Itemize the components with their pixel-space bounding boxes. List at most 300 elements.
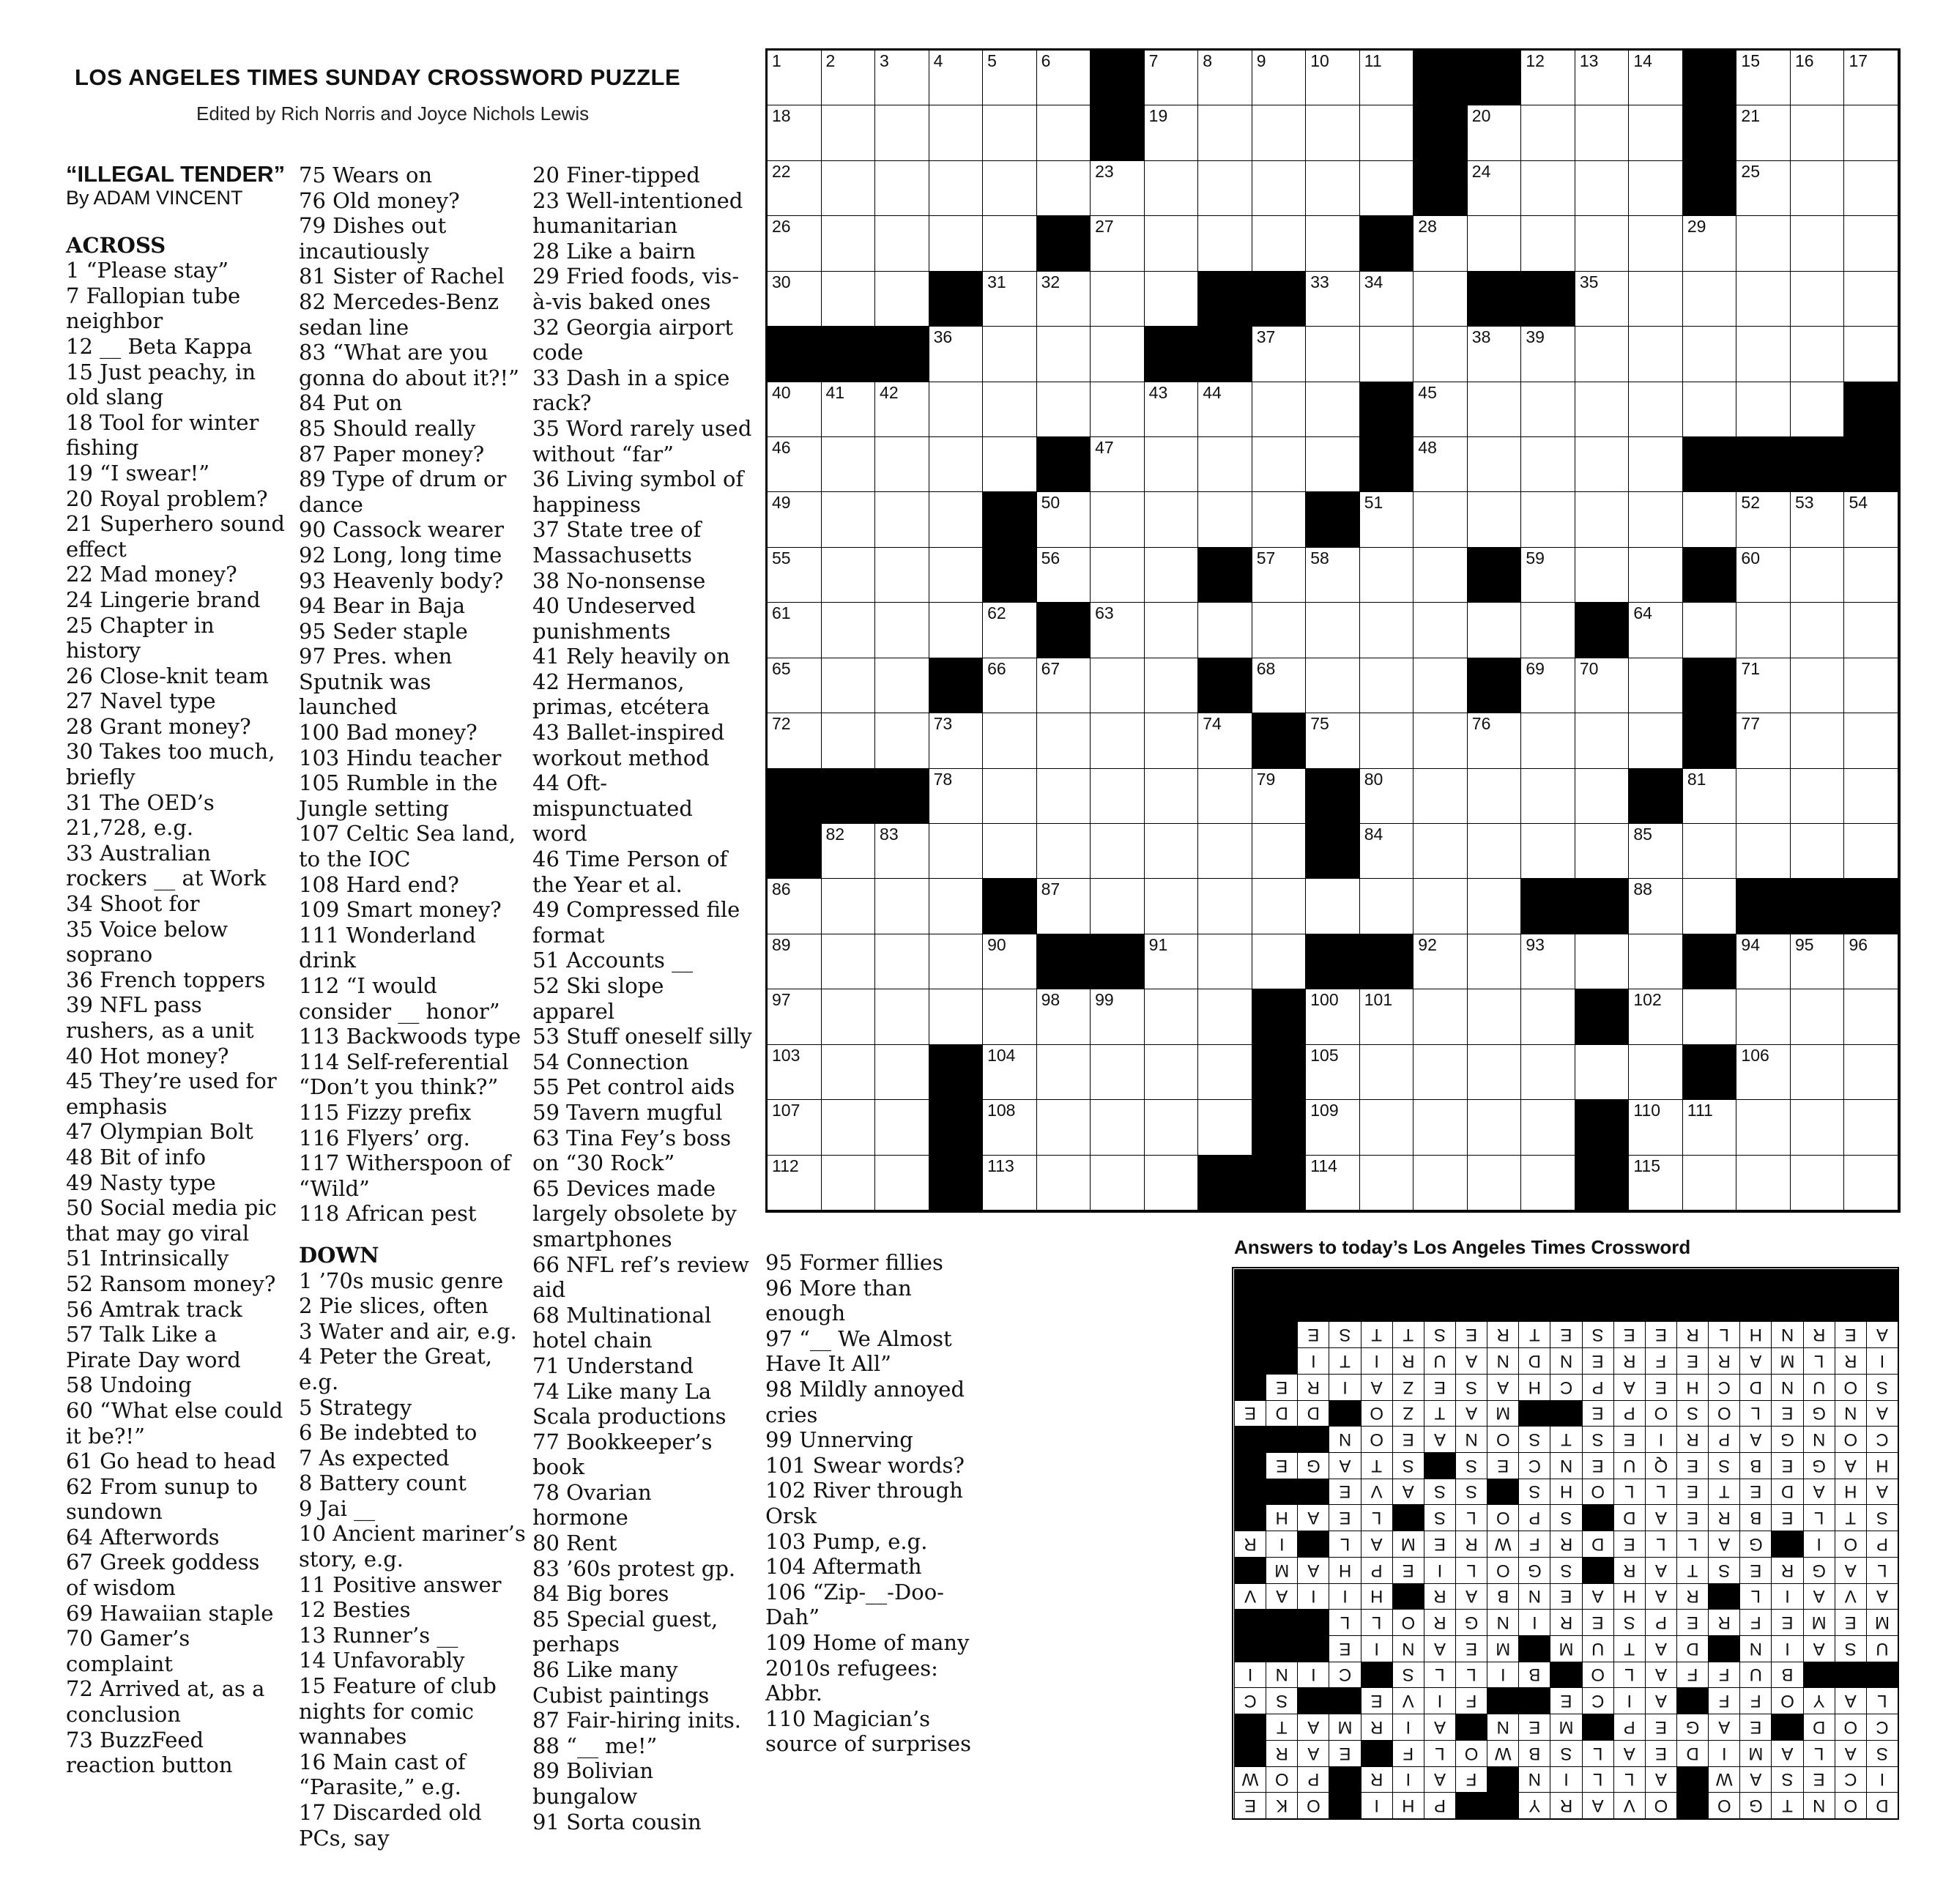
grid-cell[interactable]: [1252, 934, 1307, 989]
grid-cell[interactable]: [1360, 879, 1414, 934]
grid-cell[interactable]: [1306, 658, 1360, 713]
grid-cell[interactable]: [1791, 161, 1845, 216]
grid-cell[interactable]: [983, 769, 1037, 824]
grid-cell[interactable]: [1198, 879, 1252, 934]
grid-cell[interactable]: [1629, 879, 1683, 934]
grid-cell[interactable]: [1575, 51, 1630, 105]
grid-cell[interactable]: [1468, 161, 1522, 216]
grid-cell[interactable]: [929, 879, 984, 934]
grid-cell[interactable]: [1629, 437, 1683, 492]
grid-cell[interactable]: [1091, 769, 1145, 824]
grid-cell[interactable]: [1198, 382, 1252, 437]
grid-cell[interactable]: [1468, 879, 1522, 934]
grid-cell[interactable]: [1844, 934, 1898, 989]
grid-cell[interactable]: [1198, 216, 1252, 271]
grid-cell[interactable]: [1252, 879, 1307, 934]
grid-cell[interactable]: [1736, 272, 1791, 327]
grid-cell[interactable]: [875, 272, 929, 327]
grid-cell[interactable]: [1844, 713, 1898, 768]
grid-cell[interactable]: [1736, 51, 1791, 105]
grid-cell[interactable]: [1306, 382, 1360, 437]
grid-cell[interactable]: [1414, 824, 1468, 879]
grid-cell[interactable]: [1468, 713, 1522, 768]
grid-cell[interactable]: [875, 1045, 929, 1100]
grid-cell[interactable]: [1414, 327, 1468, 382]
grid-cell[interactable]: [1683, 272, 1737, 327]
grid-cell[interactable]: [768, 51, 822, 105]
grid-cell[interactable]: [1360, 713, 1414, 768]
grid-cell[interactable]: [1360, 492, 1414, 547]
grid-cell[interactable]: [1521, 603, 1575, 658]
grid-cell[interactable]: [1037, 1100, 1091, 1155]
grid-cell[interactable]: [1360, 161, 1414, 216]
grid-cell[interactable]: [983, 1100, 1037, 1155]
grid-cell[interactable]: [1037, 492, 1091, 547]
grid-cell[interactable]: [983, 658, 1037, 713]
grid-cell[interactable]: [1091, 492, 1145, 547]
grid-cell[interactable]: [1575, 161, 1630, 216]
grid-cell[interactable]: [1521, 1100, 1575, 1155]
grid-cell[interactable]: [1198, 769, 1252, 824]
grid-cell[interactable]: [1575, 105, 1630, 160]
grid-cell[interactable]: [1037, 272, 1091, 327]
grid-cell[interactable]: [1037, 658, 1091, 713]
grid-cell[interactable]: [1414, 437, 1468, 492]
grid-cell[interactable]: [1468, 382, 1522, 437]
grid-cell[interactable]: [1252, 824, 1307, 879]
grid-cell[interactable]: [983, 51, 1037, 105]
grid-cell[interactable]: [983, 1045, 1037, 1100]
grid-cell[interactable]: [1736, 713, 1791, 768]
grid-cell[interactable]: [1844, 216, 1898, 271]
grid-cell[interactable]: [1575, 658, 1630, 713]
grid-cell[interactable]: [1360, 989, 1414, 1044]
grid-cell[interactable]: [875, 824, 929, 879]
grid-cell[interactable]: [1145, 879, 1199, 934]
grid-cell[interactable]: [1306, 51, 1360, 105]
grid-cell[interactable]: [1791, 713, 1845, 768]
grid-cell[interactable]: [1736, 658, 1791, 713]
grid-cell[interactable]: [1360, 51, 1414, 105]
grid-cell[interactable]: [1252, 548, 1307, 603]
grid-cell[interactable]: [1091, 548, 1145, 603]
grid-cell[interactable]: [983, 382, 1037, 437]
grid-cell[interactable]: [1306, 161, 1360, 216]
grid-cell[interactable]: [983, 161, 1037, 216]
grid-cell[interactable]: [1252, 437, 1307, 492]
grid-cell[interactable]: [1791, 216, 1845, 271]
grid-cell[interactable]: [1736, 548, 1791, 603]
grid-cell[interactable]: [1414, 658, 1468, 713]
grid-cell[interactable]: [1091, 161, 1145, 216]
grid-cell[interactable]: [822, 437, 876, 492]
grid-cell[interactable]: [1091, 824, 1145, 879]
grid-cell[interactable]: [1037, 327, 1091, 382]
grid-cell[interactable]: [1791, 51, 1845, 105]
grid-cell[interactable]: [1683, 216, 1737, 271]
grid-cell[interactable]: [1145, 105, 1199, 160]
grid-cell[interactable]: [1575, 437, 1630, 492]
grid-cell[interactable]: [1844, 769, 1898, 824]
grid-cell[interactable]: [1629, 713, 1683, 768]
grid-cell[interactable]: [768, 548, 822, 603]
grid-cell[interactable]: [1683, 824, 1737, 879]
grid-cell[interactable]: [1145, 272, 1199, 327]
grid-cell[interactable]: [1198, 1100, 1252, 1155]
grid-cell[interactable]: [1360, 824, 1414, 879]
grid-cell[interactable]: [1521, 492, 1575, 547]
grid-cell[interactable]: [1736, 105, 1791, 160]
grid-cell[interactable]: [929, 603, 984, 658]
grid-cell[interactable]: [1791, 769, 1845, 824]
grid-cell[interactable]: [983, 105, 1037, 160]
grid-cell[interactable]: [1468, 1045, 1522, 1100]
grid-cell[interactable]: [1629, 989, 1683, 1044]
grid-cell[interactable]: [1521, 216, 1575, 271]
grid-cell[interactable]: [1306, 1156, 1360, 1211]
grid-cell[interactable]: [1145, 548, 1199, 603]
grid-cell[interactable]: [1844, 272, 1898, 327]
grid-cell[interactable]: [1198, 51, 1252, 105]
grid-cell[interactable]: [1198, 105, 1252, 160]
grid-cell[interactable]: [875, 548, 929, 603]
grid-cell[interactable]: [1198, 934, 1252, 989]
grid-cell[interactable]: [875, 1156, 929, 1211]
grid-cell[interactable]: [1091, 989, 1145, 1044]
grid-cell[interactable]: [875, 382, 929, 437]
grid-cell[interactable]: [822, 989, 876, 1044]
grid-cell[interactable]: [1468, 1100, 1522, 1155]
grid-cell[interactable]: [1736, 216, 1791, 271]
grid-cell[interactable]: [1575, 713, 1630, 768]
grid-cell[interactable]: [1521, 824, 1575, 879]
grid-cell[interactable]: [1736, 327, 1791, 382]
grid-cell[interactable]: [1844, 603, 1898, 658]
grid-cell[interactable]: [1521, 382, 1575, 437]
grid-cell[interactable]: [1683, 327, 1737, 382]
grid-cell[interactable]: [1575, 824, 1630, 879]
grid-cell[interactable]: [1037, 713, 1091, 768]
grid-cell[interactable]: [822, 1100, 876, 1155]
grid-cell[interactable]: [1145, 216, 1199, 271]
grid-cell[interactable]: [1306, 603, 1360, 658]
grid-cell[interactable]: [1145, 382, 1199, 437]
grid-cell[interactable]: [1629, 658, 1683, 713]
grid-cell[interactable]: [1145, 437, 1199, 492]
grid-cell[interactable]: [1091, 437, 1145, 492]
grid-cell[interactable]: [1091, 1100, 1145, 1155]
grid-cell[interactable]: [1468, 1156, 1522, 1211]
grid-cell[interactable]: [1575, 327, 1630, 382]
grid-cell[interactable]: [1414, 603, 1468, 658]
grid-cell[interactable]: [1037, 1045, 1091, 1100]
grid-cell[interactable]: [1521, 437, 1575, 492]
grid-cell[interactable]: [875, 603, 929, 658]
grid-cell[interactable]: [1629, 216, 1683, 271]
grid-cell[interactable]: [1521, 1045, 1575, 1100]
grid-cell[interactable]: [1683, 879, 1737, 934]
grid-cell[interactable]: [1198, 161, 1252, 216]
grid-cell[interactable]: [875, 437, 929, 492]
grid-cell[interactable]: [1468, 437, 1522, 492]
grid-cell[interactable]: [1736, 161, 1791, 216]
grid-cell[interactable]: [1414, 548, 1468, 603]
grid-cell[interactable]: [1198, 824, 1252, 879]
grid-cell[interactable]: [768, 879, 822, 934]
grid-cell[interactable]: [1575, 492, 1630, 547]
grid-cell[interactable]: [1629, 824, 1683, 879]
grid-cell[interactable]: [1844, 1045, 1898, 1100]
grid-cell[interactable]: [1414, 769, 1468, 824]
grid-cell[interactable]: [1145, 658, 1199, 713]
grid-cell[interactable]: [1091, 272, 1145, 327]
grid-cell[interactable]: [929, 548, 984, 603]
grid-cell[interactable]: [1683, 492, 1737, 547]
grid-cell[interactable]: [1306, 989, 1360, 1044]
grid-cell[interactable]: [1198, 1045, 1252, 1100]
grid-cell[interactable]: [1091, 879, 1145, 934]
grid-cell[interactable]: [1145, 824, 1199, 879]
grid-cell[interactable]: [929, 989, 984, 1044]
grid-cell[interactable]: [1091, 658, 1145, 713]
grid-cell[interactable]: [822, 824, 876, 879]
grid-cell[interactable]: [1252, 161, 1307, 216]
grid-cell[interactable]: [1629, 548, 1683, 603]
grid-cell[interactable]: [822, 1045, 876, 1100]
grid-cell[interactable]: [822, 216, 876, 271]
grid-cell[interactable]: [1844, 51, 1898, 105]
grid-cell[interactable]: [1306, 105, 1360, 160]
grid-cell[interactable]: [1414, 879, 1468, 934]
grid-cell[interactable]: [1683, 382, 1737, 437]
grid-cell[interactable]: [1521, 548, 1575, 603]
grid-cell[interactable]: [1791, 1045, 1845, 1100]
grid-cell[interactable]: [1683, 769, 1737, 824]
grid-cell[interactable]: [875, 713, 929, 768]
grid-cell[interactable]: [768, 216, 822, 271]
grid-cell[interactable]: [1791, 327, 1845, 382]
grid-cell[interactable]: [1414, 216, 1468, 271]
grid-cell[interactable]: [1252, 105, 1307, 160]
grid-cell[interactable]: [1629, 161, 1683, 216]
grid-cell[interactable]: [1037, 161, 1091, 216]
grid-cell[interactable]: [1521, 769, 1575, 824]
grid-cell[interactable]: [1468, 824, 1522, 879]
grid-cell[interactable]: [983, 603, 1037, 658]
grid-cell[interactable]: [768, 492, 822, 547]
grid-cell[interactable]: [1145, 1156, 1199, 1211]
grid-cell[interactable]: [822, 934, 876, 989]
grid-cell[interactable]: [822, 713, 876, 768]
grid-cell[interactable]: [1844, 105, 1898, 160]
grid-cell[interactable]: [1521, 713, 1575, 768]
grid-cell[interactable]: [1844, 1100, 1898, 1155]
grid-cell[interactable]: [1252, 216, 1307, 271]
grid-cell[interactable]: [1683, 1156, 1737, 1211]
grid-cell[interactable]: [1306, 1100, 1360, 1155]
grid-cell[interactable]: [822, 51, 876, 105]
grid-cell[interactable]: [822, 161, 876, 216]
grid-cell[interactable]: [1414, 713, 1468, 768]
grid-cell[interactable]: [1521, 934, 1575, 989]
grid-cell[interactable]: [1360, 548, 1414, 603]
grid-cell[interactable]: [1791, 989, 1845, 1044]
grid-cell[interactable]: [1791, 934, 1845, 989]
grid-cell[interactable]: [1791, 548, 1845, 603]
grid-cell[interactable]: [1736, 603, 1791, 658]
grid-cell[interactable]: [1414, 382, 1468, 437]
grid-cell[interactable]: [1736, 769, 1791, 824]
grid-cell[interactable]: [1145, 492, 1199, 547]
grid-cell[interactable]: [1736, 382, 1791, 437]
grid-cell[interactable]: [1306, 713, 1360, 768]
grid-cell[interactable]: [1468, 327, 1522, 382]
grid-cell[interactable]: [768, 989, 822, 1044]
grid-cell[interactable]: [929, 216, 984, 271]
grid-cell[interactable]: [822, 1156, 876, 1211]
grid-cell[interactable]: [768, 161, 822, 216]
grid-cell[interactable]: [1736, 824, 1791, 879]
grid-cell[interactable]: [768, 603, 822, 658]
grid-cell[interactable]: [983, 934, 1037, 989]
grid-cell[interactable]: [1844, 492, 1898, 547]
grid-cell[interactable]: [1360, 769, 1414, 824]
grid-cell[interactable]: [1736, 1100, 1791, 1155]
grid-cell[interactable]: [1360, 603, 1414, 658]
grid-cell[interactable]: [929, 161, 984, 216]
grid-cell[interactable]: [1306, 1045, 1360, 1100]
grid-cell[interactable]: [1468, 603, 1522, 658]
grid-cell[interactable]: [1414, 1045, 1468, 1100]
grid-cell[interactable]: [1198, 437, 1252, 492]
grid-cell[interactable]: [822, 272, 876, 327]
grid-cell[interactable]: [822, 603, 876, 658]
grid-cell[interactable]: [875, 216, 929, 271]
grid-cell[interactable]: [1791, 272, 1845, 327]
grid-cell[interactable]: [1198, 492, 1252, 547]
grid-cell[interactable]: [1306, 437, 1360, 492]
grid-cell[interactable]: [1468, 492, 1522, 547]
grid-cell[interactable]: [1091, 327, 1145, 382]
grid-cell[interactable]: [1791, 492, 1845, 547]
grid-cell[interactable]: [1683, 1100, 1737, 1155]
grid-cell[interactable]: [1414, 1156, 1468, 1211]
grid-cell[interactable]: [929, 824, 984, 879]
grid-cell[interactable]: [983, 989, 1037, 1044]
grid-cell[interactable]: [1521, 658, 1575, 713]
grid-cell[interactable]: [875, 51, 929, 105]
grid-cell[interactable]: [768, 382, 822, 437]
grid-cell[interactable]: [929, 382, 984, 437]
grid-cell[interactable]: [1360, 327, 1414, 382]
grid-cell[interactable]: [1145, 989, 1199, 1044]
grid-cell[interactable]: [1037, 1156, 1091, 1211]
grid-cell[interactable]: [1414, 1100, 1468, 1155]
grid-cell[interactable]: [768, 437, 822, 492]
grid-cell[interactable]: [1468, 769, 1522, 824]
grid-cell[interactable]: [1306, 272, 1360, 327]
grid-cell[interactable]: [929, 437, 984, 492]
grid-cell[interactable]: [983, 216, 1037, 271]
grid-cell[interactable]: [875, 989, 929, 1044]
grid-cell[interactable]: [822, 658, 876, 713]
grid-cell[interactable]: [1844, 1156, 1898, 1211]
grid-cell[interactable]: [929, 934, 984, 989]
grid-cell[interactable]: [875, 161, 929, 216]
grid-cell[interactable]: [1575, 216, 1630, 271]
grid-cell[interactable]: [983, 272, 1037, 327]
grid-cell[interactable]: [1306, 327, 1360, 382]
grid-cell[interactable]: [1844, 658, 1898, 713]
grid-cell[interactable]: [768, 1100, 822, 1155]
grid-cell[interactable]: [1252, 769, 1307, 824]
grid-cell[interactable]: [1198, 603, 1252, 658]
grid-cell[interactable]: [929, 713, 984, 768]
grid-cell[interactable]: [1791, 105, 1845, 160]
grid-cell[interactable]: [1791, 603, 1845, 658]
grid-cell[interactable]: [929, 51, 984, 105]
grid-cell[interactable]: [1844, 327, 1898, 382]
grid-cell[interactable]: [1468, 216, 1522, 271]
grid-cell[interactable]: [1091, 1156, 1145, 1211]
grid-cell[interactable]: [1360, 1100, 1414, 1155]
grid-cell[interactable]: [1791, 658, 1845, 713]
grid-cell[interactable]: [1252, 51, 1307, 105]
grid-cell[interactable]: [1414, 934, 1468, 989]
grid-cell[interactable]: [1037, 51, 1091, 105]
grid-cell[interactable]: [1360, 1045, 1414, 1100]
grid-cell[interactable]: [1521, 161, 1575, 216]
grid-cell[interactable]: [1844, 548, 1898, 603]
grid-cell[interactable]: [1844, 989, 1898, 1044]
grid-cell[interactable]: [1521, 1156, 1575, 1211]
grid-cell[interactable]: [1575, 548, 1630, 603]
grid-cell[interactable]: [768, 1156, 822, 1211]
grid-cell[interactable]: [875, 658, 929, 713]
grid-cell[interactable]: [1629, 1100, 1683, 1155]
grid-cell[interactable]: [1145, 161, 1199, 216]
grid-cell[interactable]: [1145, 51, 1199, 105]
grid-cell[interactable]: [1683, 989, 1737, 1044]
grid-cell[interactable]: [875, 492, 929, 547]
grid-cell[interactable]: [1252, 382, 1307, 437]
grid-cell[interactable]: [1306, 548, 1360, 603]
grid-cell[interactable]: [1791, 1100, 1845, 1155]
grid-cell[interactable]: [768, 934, 822, 989]
grid-cell[interactable]: [983, 713, 1037, 768]
grid-cell[interactable]: [875, 879, 929, 934]
grid-cell[interactable]: [1629, 492, 1683, 547]
grid-cell[interactable]: [822, 382, 876, 437]
grid-cell[interactable]: [983, 327, 1037, 382]
grid-cell[interactable]: [875, 105, 929, 160]
grid-cell[interactable]: [1575, 1045, 1630, 1100]
grid-cell[interactable]: [1306, 879, 1360, 934]
grid-cell[interactable]: [1037, 105, 1091, 160]
grid-cell[interactable]: [822, 105, 876, 160]
grid-cell[interactable]: [1198, 713, 1252, 768]
grid-cell[interactable]: [1414, 492, 1468, 547]
grid-cell[interactable]: [1091, 382, 1145, 437]
grid-cell[interactable]: [1037, 879, 1091, 934]
grid-cell[interactable]: [1629, 603, 1683, 658]
grid-cell[interactable]: [1791, 1156, 1845, 1211]
grid-cell[interactable]: [1629, 327, 1683, 382]
grid-cell[interactable]: [1521, 989, 1575, 1044]
grid-cell[interactable]: [1844, 161, 1898, 216]
grid-cell[interactable]: [1575, 382, 1630, 437]
grid-cell[interactable]: [1468, 105, 1522, 160]
